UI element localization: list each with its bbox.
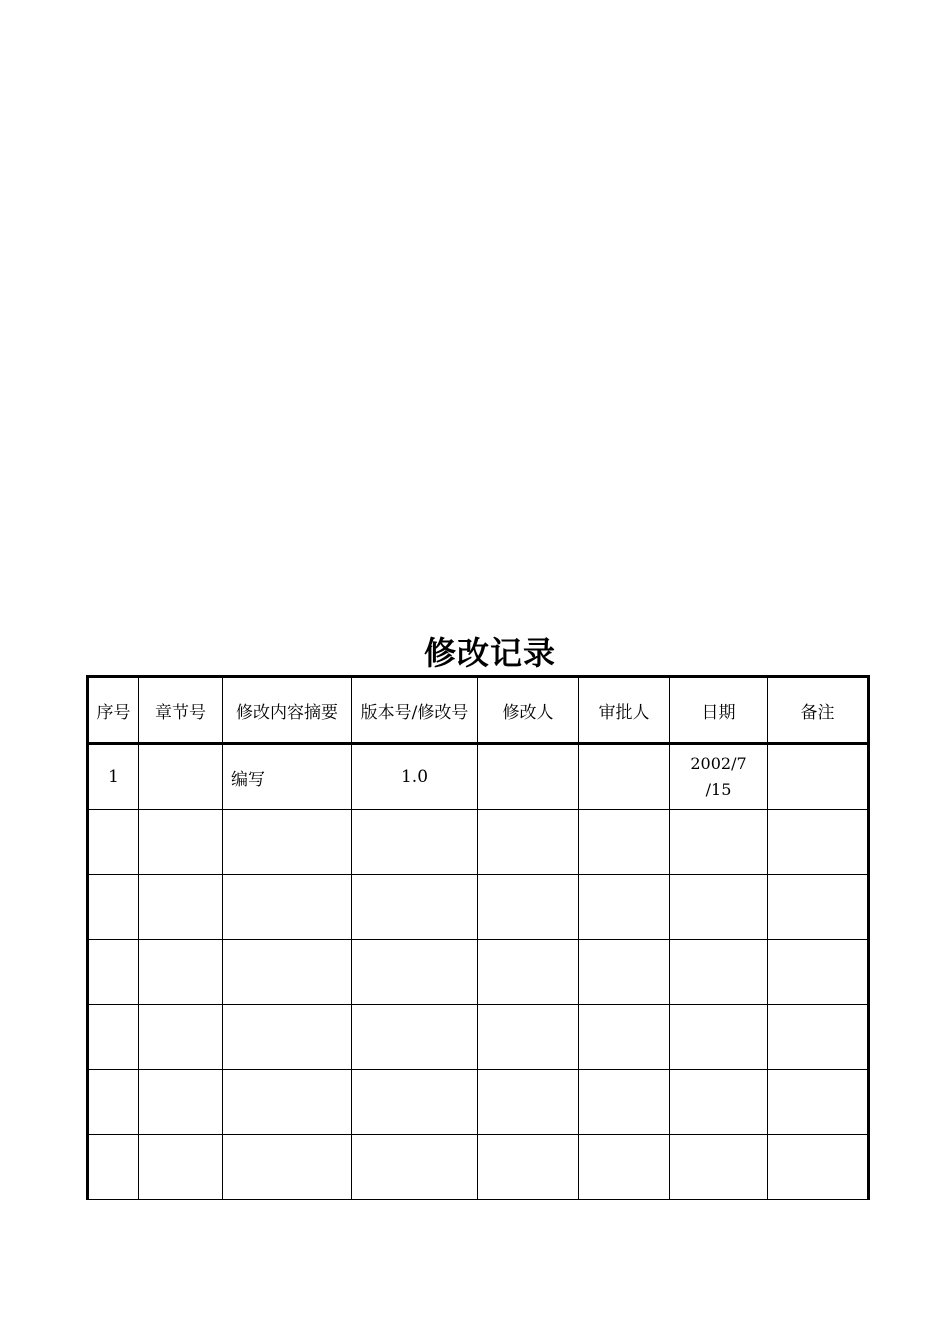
header-cell-date: 日期: [670, 677, 768, 744]
cell-date: [670, 1135, 768, 1200]
cell-no: [88, 1070, 139, 1135]
cell-summary: [223, 875, 352, 940]
cell-remark: [768, 1135, 869, 1200]
header-cell-modifier: 修改人: [478, 677, 579, 744]
cell-modifier: [478, 1070, 579, 1135]
cell-approver: [579, 940, 670, 1005]
cell-chapter: [139, 1070, 223, 1135]
cell-approver: [579, 810, 670, 875]
table-row: [88, 1070, 869, 1135]
page-title: 修改记录: [423, 634, 556, 672]
cell-summary: [223, 810, 352, 875]
cell-modifier: [478, 940, 579, 1005]
cell-date: [670, 875, 768, 940]
cell-remark: [768, 744, 869, 810]
cell-summary: 编写: [223, 744, 352, 810]
cell-remark: [768, 810, 869, 875]
cell-date: [670, 1070, 768, 1135]
table-row: [88, 1135, 869, 1200]
cell-no: [88, 1135, 139, 1200]
cell-remark: [768, 1005, 869, 1070]
cell-remark: [768, 1070, 869, 1135]
cell-version: [352, 875, 478, 940]
table-row: [88, 744, 869, 810]
cell-remark: [768, 875, 869, 940]
header-cell-version: 版本号/修改号: [352, 677, 478, 744]
cell-version: 1.0: [352, 744, 478, 810]
table-row: [88, 875, 869, 940]
cell-chapter: [139, 1135, 223, 1200]
cell-summary: [223, 1070, 352, 1135]
header-cell-approver: 审批人: [579, 677, 670, 744]
date-line-1: 2002/7: [690, 754, 747, 773]
cell-modifier: [478, 744, 579, 810]
cell-date: [670, 810, 768, 875]
cell-approver: [579, 744, 670, 810]
cell-modifier: [478, 1135, 579, 1200]
cell-version: [352, 1070, 478, 1135]
cell-modifier: [478, 875, 579, 940]
cell-no: 1: [88, 744, 139, 810]
cell-version: [352, 1135, 478, 1200]
header-cell-no: 序号: [88, 677, 139, 744]
table-row: [88, 940, 869, 1005]
cell-approver: [579, 1135, 670, 1200]
cell-no: [88, 810, 139, 875]
header-cell-chapter: 章节号: [139, 677, 223, 744]
cell-summary: [223, 1005, 352, 1070]
cell-version: [352, 940, 478, 1005]
cell-chapter: [139, 810, 223, 875]
cell-summary: [223, 940, 352, 1005]
cell-approver: [579, 875, 670, 940]
cell-no: [88, 1005, 139, 1070]
cell-date: [670, 1005, 768, 1070]
cell-modifier: [478, 1005, 579, 1070]
cell-date: [670, 744, 768, 810]
cell-version: [352, 810, 478, 875]
revision-record-table: [86, 675, 870, 1200]
table-header-row: [88, 677, 869, 744]
cell-no: [88, 875, 139, 940]
cell-remark: [768, 940, 869, 1005]
cell-no: [88, 940, 139, 1005]
cell-chapter: [139, 1005, 223, 1070]
header-cell-summary: 修改内容摘要: [223, 677, 352, 744]
cell-approver: [579, 1070, 670, 1135]
cell-summary: [223, 1135, 352, 1200]
cell-chapter: [139, 744, 223, 810]
cell-chapter: [139, 875, 223, 940]
cell-approver: [579, 1005, 670, 1070]
date-line-2: /15: [705, 780, 732, 799]
table-row: [88, 810, 869, 875]
cell-modifier: [478, 810, 579, 875]
cell-chapter: [139, 940, 223, 1005]
table-row: [88, 1005, 869, 1070]
cell-version: [352, 1005, 478, 1070]
cell-date: [670, 940, 768, 1005]
header-cell-remark: 备注: [768, 677, 869, 744]
